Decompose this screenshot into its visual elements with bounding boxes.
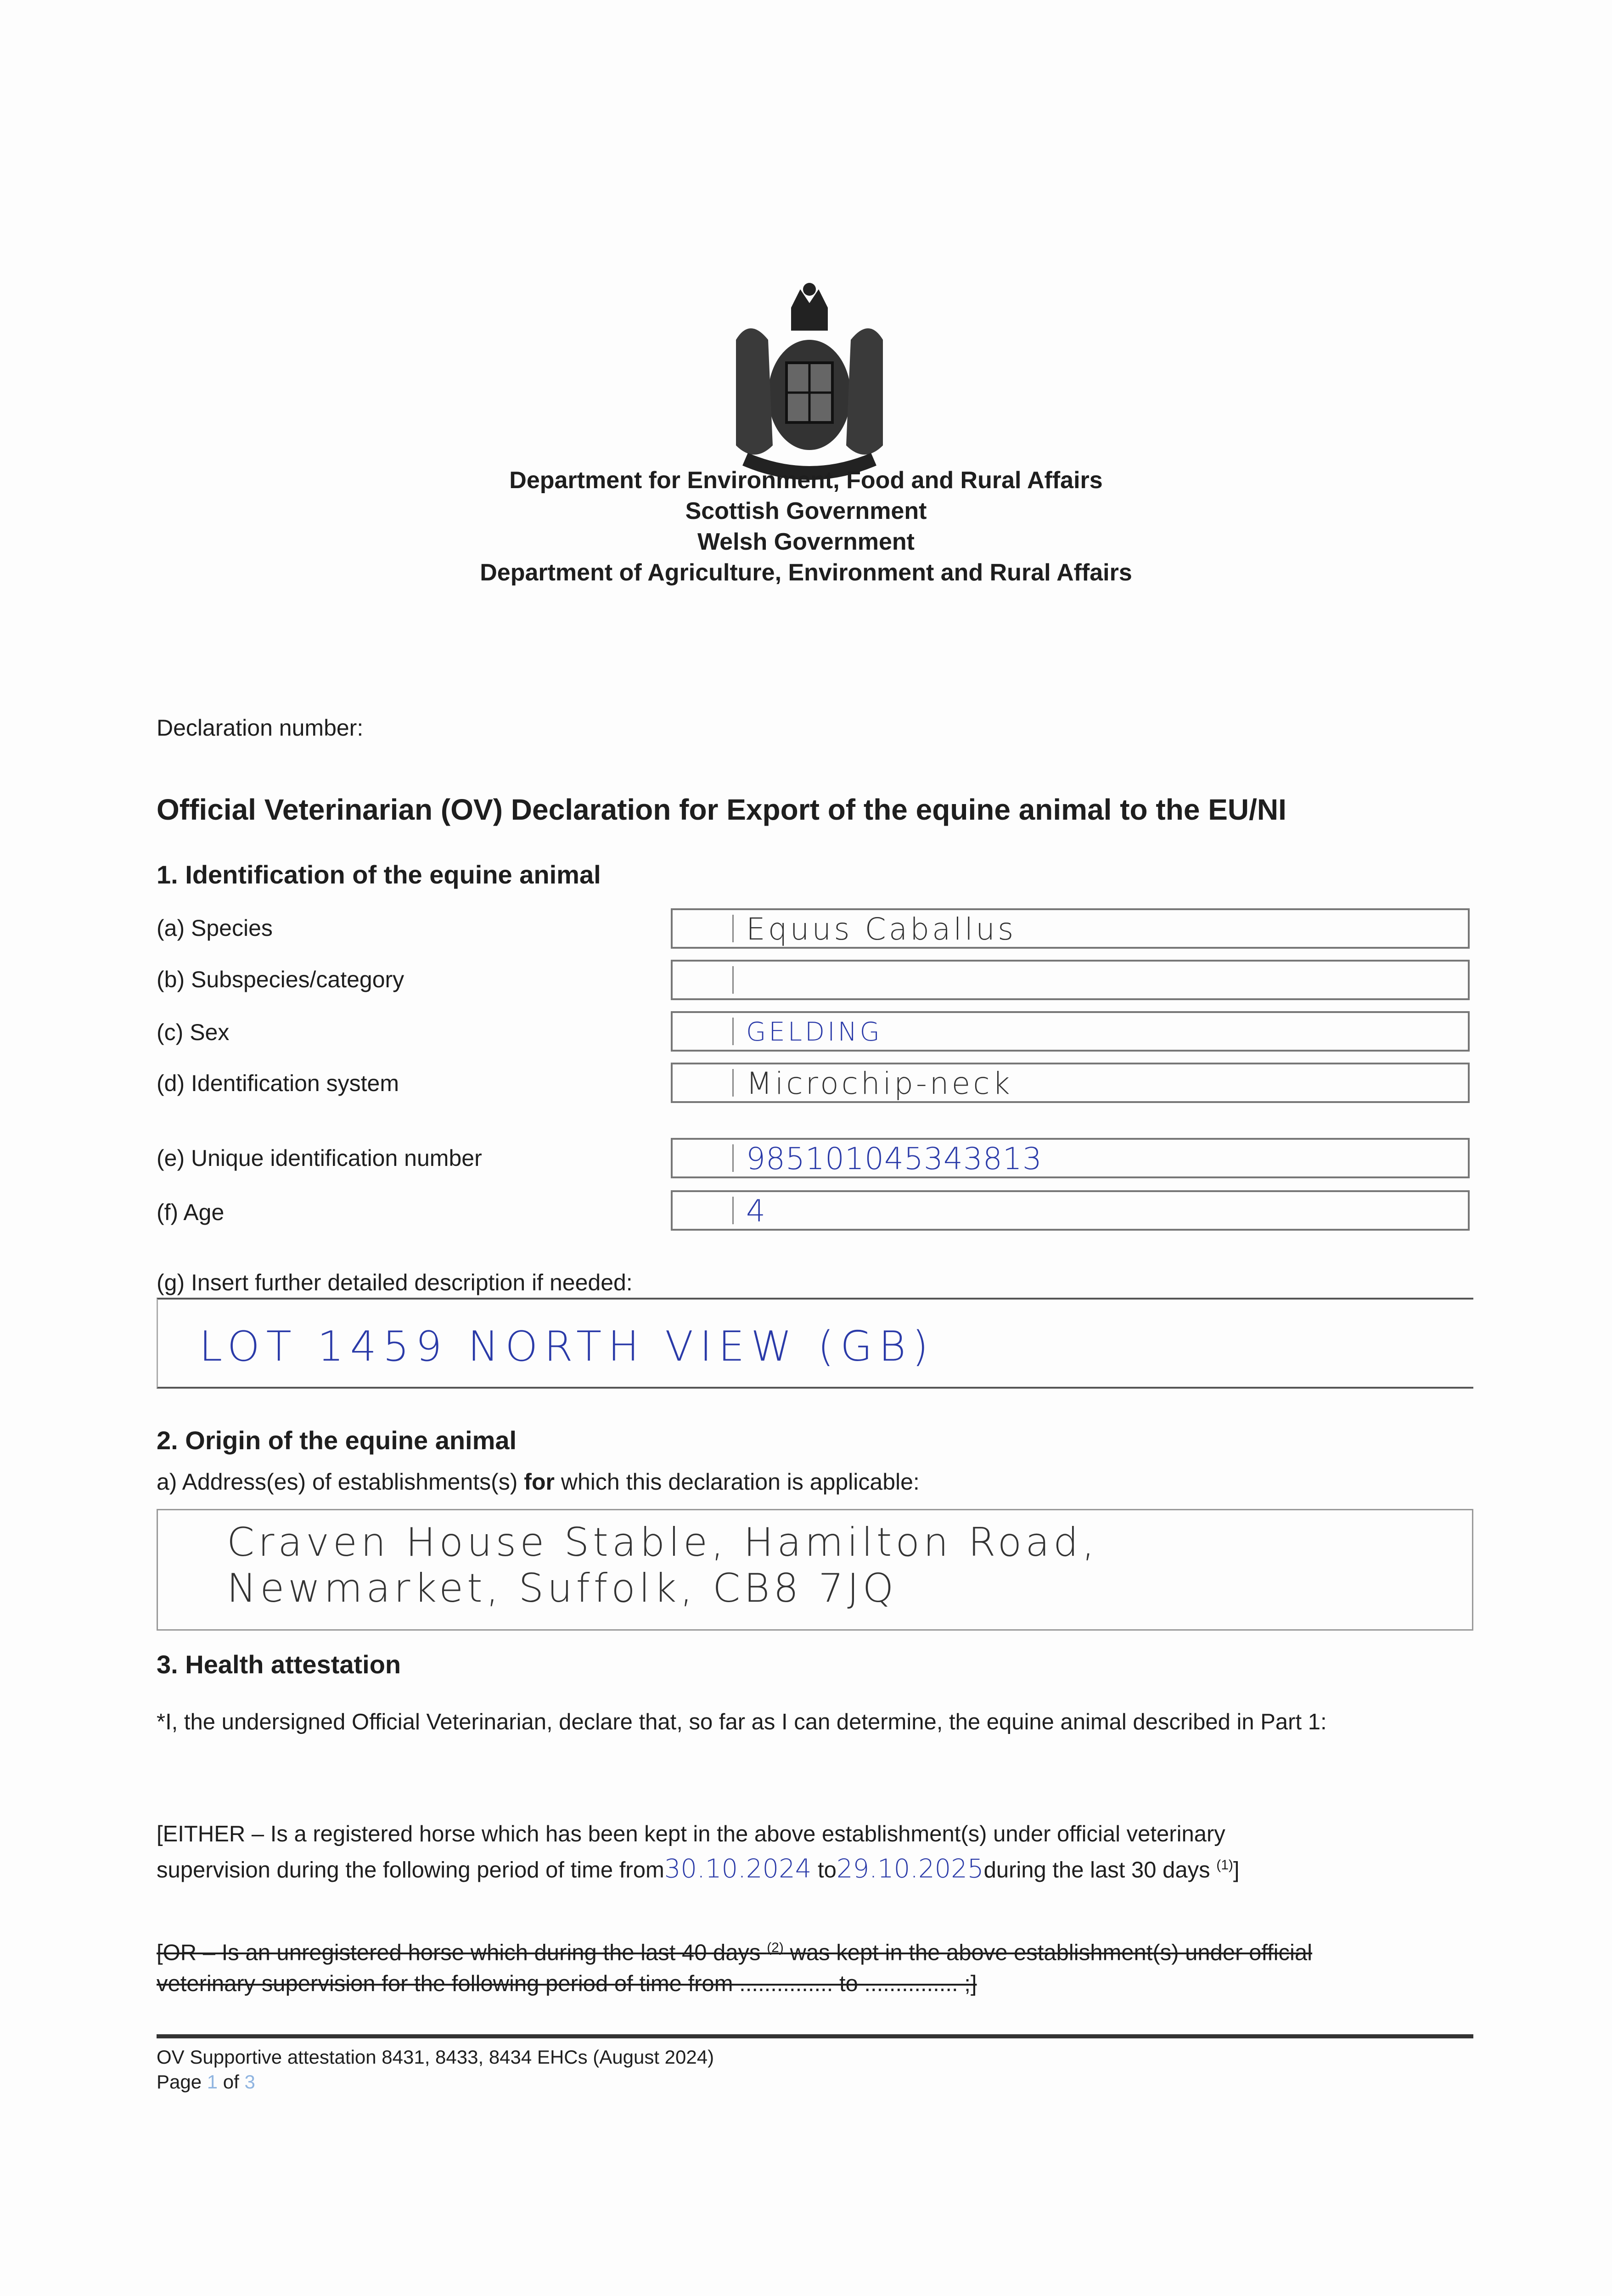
address-label-text-end: which this declaration is applicable: [554,1469,920,1495]
sex-label: (c) Sex [157,1019,230,1045]
unique-id-label: (e) Unique identification number [157,1145,482,1171]
address-line-1: Craven House Stable, Hamilton Road, [227,1519,1098,1565]
footnote-1: (1) [1216,1857,1233,1873]
footer-divider [157,2034,1473,2038]
sex-value: GELDING [746,1017,882,1047]
section-1-heading: 1. Identification of the equine animal [157,860,601,889]
footer-reference: OV Supportive attestation 8431, 8433, 8434 EHCs (August 2024) [157,2046,714,2068]
page-current: 1 [207,2071,218,2093]
identification-system-value: Microchip-neck [746,1066,1013,1101]
identification-system-label: (d) Identification system [157,1070,399,1096]
unique-id-value: 985101045343813 [746,1141,1042,1176]
sex-field[interactable] [671,1011,1470,1052]
header-department-3: Welsh Government [697,529,915,555]
or-option-text-struck [157,1932,1473,1999]
either-option-text [157,1818,1473,1885]
age-value: 4 [746,1193,768,1229]
address-line-2: Newmarket, Suffolk, CB8 7JQ [227,1565,898,1611]
description-label: (g) Insert further detailed description if needed: [157,1270,633,1295]
address-label-text: a) Address(es) of establishments(s) [157,1469,524,1495]
or-line-2: veterinary supervision for the following period of time from ............... to ............... ;] [157,1971,977,1997]
either-close-bracket: ] [1233,1857,1240,1883]
health-declaration-text: *I, the undersigned Official Veterinarian, declare that, so far as I can determine, the equine animal described in Part 1: [157,1710,1327,1734]
species-value: Equus Caballus [746,912,1017,947]
page-indicator [157,2071,255,2093]
header-department-2: Scottish Government [685,498,927,524]
to-word: to [818,1857,837,1883]
either-line-2-start: supervision during the following period of time from [157,1857,664,1883]
species-field[interactable] [671,908,1470,949]
royal-crest-logo [718,271,901,491]
or-line-1-start: [OR – Is an unregistered horse which during the last 40 days [157,1940,767,1965]
section-2-heading: 2. Origin of the equine animal [157,1426,517,1455]
address-label [157,1469,920,1495]
header-department-4: Department of Agriculture, Environment and Rural Affairs [480,559,1132,586]
footnote-2: (2) [767,1940,784,1955]
either-line-2-end: during the last 30 days [983,1857,1217,1883]
description-value: LOT 1459 NORTH VIEW (GB) [199,1322,935,1371]
subspecies-label: (b) Subspecies/category [157,967,404,992]
or-line-1-end: was kept in the above establishment(s) under official [783,1940,1313,1965]
either-line-1: [EITHER – Is a registered horse which has been kept in the above establishment(s) under official veterinary [157,1822,1225,1846]
of-word: of [223,2071,239,2093]
address-label-bold: for [524,1469,555,1495]
section-3-heading: 3. Health attestation [157,1650,401,1679]
species-label: (a) Species [157,915,273,941]
header-department-1: Department for Environment, Food and Rural Affairs [509,467,1103,494]
page-word: Page [157,2071,202,2093]
description-field[interactable] [157,1298,1473,1389]
unique-id-field[interactable] [671,1138,1470,1178]
age-field[interactable] [671,1190,1470,1231]
age-label: (f) Age [157,1199,225,1225]
period-to-value[interactable]: 29.10.2025 [836,1854,984,1884]
address-field[interactable] [157,1509,1473,1631]
subspecies-field[interactable] [671,960,1470,1000]
identification-system-field[interactable] [671,1063,1470,1103]
page-title: Official Veterinarian (OV) Declaration for Export of the equine animal to the EU/NI [157,793,1286,826]
declaration-number-label: Declaration number: [157,715,364,741]
page-total: 3 [244,2071,255,2093]
period-from-value[interactable]: 30.10.2024 [664,1854,812,1884]
